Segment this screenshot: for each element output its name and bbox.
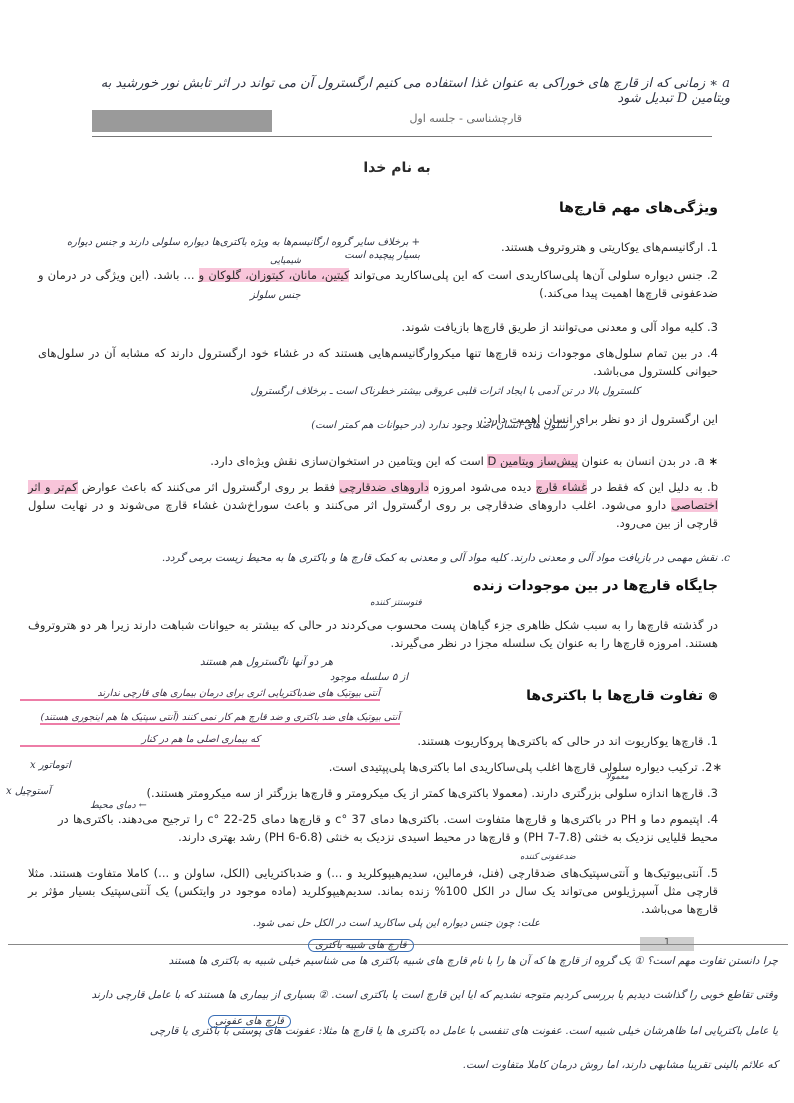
top-handwritten-note: a ∗ زمانی که از قارچ های خوراکی به عنوان غذا استفاده می کنیم ارگسترول آن می تواند در اثر تابش نور خورشید به ویتامین D تبدیل شود (100, 76, 730, 106)
fungal-membrane-highlight: غشاء قارچ (535, 480, 588, 494)
bottom-line-4: که علائم بالینی تقریبا مشابهی دارند، اما روش درمان کاملا متفاوت است. (462, 1059, 778, 1071)
header-rule (92, 136, 712, 137)
bottom-line-2: وقتی تقاطع خوبی را گذاشت دیدیم یا بررسی کردیم متوجه نشدیم که ایا این قارچ است یا باکتری است. ② بسیاری از بیماری ها هستند که با عامل قارچی دارند (91, 989, 778, 1001)
left-note-3: ← دمای محیط (90, 800, 147, 811)
item-text: اپتیموم دما و PH در باکتری‌ها و قارچ‌ها متفاوت است. باکتری‌ها دمای 37 °c و قارچ‌ها دمای 25-22 °c را ترجیح می‌دهند. باکتری‌ها در محیط قلیایی نزدیک به خنثی (7.8-7 PH) و قارچ‌ها در محیط اسیدی نزدیک به خنثی (6.8-6 PH) رشد بهتری دارند. (58, 812, 718, 844)
s3-pink-note-1: آنتی بیوتیک های ضدباکتریایی اثری برای درمان بیماری های قارچی ندارند (20, 688, 380, 701)
left-note-2: آستوچیل x (6, 786, 51, 797)
s2-note-above: فتوسنتز کننده (370, 598, 422, 608)
s2-handnote-a: هر دو آنها ناگسترول هم هستند (200, 656, 334, 668)
item-text: ارگانیسم‌های یوکاریتی و هتروتروف هستند. (500, 240, 704, 254)
s1-item-2-note-above: شیمیایی (270, 256, 301, 266)
item-text: در بین تمام سلول‌های موجودات زنده قارچ‌ها تنها میکروارگانیسم‌هایی هستند که در غشاء خود ارگسترول دارند که مشابه آن در سلول‌های حیوانی کلسترول می‌باشد. (38, 346, 718, 378)
section-3-title-text: تفاوت قارچ‌ها با باکتری‌ها (526, 688, 704, 704)
specific-effect-highlight: کم‌تر و اثر اختصاصی (28, 480, 718, 512)
section-2-title: جایگاه قارچ‌ها در بین موجودات زنده (472, 578, 718, 594)
s3-pink-note-2: آنتی بیوتیک های ضد باکتری و ضد قارچ هم کار نمی کنند (آنتی سپتیک ها هم اینجوری هستند) (40, 712, 400, 723)
bottom-line-1: چرا دانستن تفاوت مهم است؟ ① یک گروه از قارچ ها که آن ها را با نام قارچ های شبیه باکتری ها می شناسیم خیلی شبیه به باکتری ها هستند (168, 955, 778, 967)
item-text: کلیه مواد آلی و معدنی می‌توانند از طریق قارچ‌ها بازیافت شوند. (401, 320, 704, 334)
s3-item-3 (78, 784, 718, 802)
item-mark: ∗ (712, 760, 722, 774)
item-number: 1. (707, 734, 718, 748)
bottom-box-tag-text: 1 (663, 937, 671, 948)
item-text: قارچ‌ها یوکاریوت اند در حالی که باکتری‌ها پروکاریوت هستند. (417, 734, 704, 748)
s3-item-5-handnote: علت: چون جنس دیواره این پلی ساکارید است در الکل حل نمی شود. (252, 918, 540, 929)
star-circle-icon: ⊛ (707, 689, 718, 703)
s1-item-3 (78, 318, 718, 336)
s1-handnote-c: c. نقش مهمی در بازیافت مواد آلی و معدنی دارند. کلیه مواد آلی و معدنی به کمک قارچ ها و باکتری ها به محیط زیست برمی گردد. (161, 552, 730, 564)
item-text: آنتی‌بیوتیک‌ها و آنتی‌سپتیک‌های ضدقارچی (فنل، فرمالین، سدیم‌هیپوکلرید و ...) و ضدباکتریایی (الکل، ساولن و ...) کاملا متفاوت هستند. مثلا قارچی مثل آسپرژیلوس می‌تواند یک سال در الکل 100% زنده بماند. سدیم‌هیپوکلرید (ماده موجود در وایتکس) یک آنتی‌سپتیک بسیار مؤثر بر قارچ‌ها می‌باشد. (28, 866, 718, 916)
antifungal-drugs-highlight: داروهای ضدقارچی (339, 480, 429, 494)
item-number: 1. (707, 240, 718, 254)
ergosterol-intro-text: این ارگسترول از دو نظر برای انسان اهمیت دارد: (483, 412, 718, 426)
course-title: قارچشناسی - جلسه اول (409, 112, 522, 125)
item-number: 4. (707, 812, 719, 826)
s1-item-1-handnote: + برخلاف سایر گروه ارگانیسم‌ها به ویژه باکتری‌ها دیواره سلولی دارند و جنس دیواره بسیار پیچیده است (66, 237, 420, 261)
s3-item-3-note-above: معمولا (606, 772, 629, 782)
s1-sub-a: ∗ a. در بدن انسان به عنوان پیش‌ساز ویتامین D است که این ویتامین در استخوان‌سازی نقش ویژه‌ای دارد. (210, 454, 718, 468)
section-1-title: ویژگی‌های مهم قارچ‌ها (559, 200, 718, 216)
sub-text-b: است که این ویتامین در استخوان‌سازی نقش ویژه‌ای دارد. (210, 454, 488, 468)
s1-handnote-2: در سلول های انسان اصلا وجود ندارد (در حیوانات هم کمتر است) (311, 420, 580, 431)
page-header (92, 106, 712, 136)
wall-materials-highlight: کیتین، مانان، کیتوزان، گلوکان و (198, 268, 350, 282)
circled-infectious-fungi: قارچ های عفونی (208, 1015, 291, 1028)
item-text-a: جنس دیواره سلولی آن‌ها پلی‌ساکاریدی است که این پلی‌ساکارید می‌تواند (349, 268, 703, 282)
item-number: 4. (707, 346, 718, 360)
sub-mark: a. (693, 454, 705, 468)
sub-text-a: به دلیل این که فقط در (587, 480, 703, 494)
s2-handnote-b: از ۵ سلسله موجود (330, 672, 409, 683)
item-number: 3. (707, 786, 718, 800)
s1-item-2 (38, 266, 718, 302)
s2-paragraph: در گذشته قارچ‌ها را به سبب شکل ظاهری جزء گیاهان پست محسوب می‌کردند در حالی که بیشتر به حیوانات شباهت دارند زیرا هر دو هتروتروف هستند. امروزه قارچ‌ها را به عنوان یک سلسله مجزا در نظر می‌گیرند. (28, 618, 718, 650)
item-number: 5. (707, 866, 719, 880)
s1-handnote-1: کلسترول بالا در تن آدمی با ایجاد اثرات قلبی عروقی بیشتر خطرناک است ـ برخلاف ارگسترول (250, 386, 640, 397)
header-gray-band (92, 110, 272, 132)
s3-pink-note-3: که بیماری اصلی ما هم در کنار (20, 734, 260, 747)
s3-item-5-note-above: ضدعفونی کننده (520, 852, 576, 862)
vitamin-d-highlight: پیش‌ساز ویتامین D (487, 454, 578, 468)
s1-item-2-note-below: جنس سلولز (250, 290, 301, 301)
item-text: قارچ‌ها اندازه سلولی بزرگتری دارند. (معمولا باکتری‌ها کمتر از یک میکرومتر و قارچ‌ها بزرگتر از سه میکرومتر هستند.) (146, 786, 704, 800)
left-note-1: اتوماتور x (30, 760, 71, 771)
s1-item-4 (38, 344, 718, 380)
s3-item-5 (28, 864, 718, 918)
bottom-line-3: یا عامل باکتریایی اما ظاهرشان خیلی شبیه است. عفونت های تنفسی با عامل ده باکتری ها یا قارچ ها مثلا: عفونت های پوستی با باکتری یا قارچی (149, 1025, 778, 1037)
sub-text-a: در بدن انسان به عنوان (577, 454, 691, 468)
basmala-heading: به نام خدا (363, 160, 431, 176)
s3-item-4 (58, 810, 718, 846)
sub-text-d: دارو می‌شود. اغلب داروهای ضدقارچی بر روی ارگسترول اثر می‌کنند و باعث سوراخ‌شدن غشاء قارچ می‌شوند و در نهایت سلول قارچی از بین می‌رود. (28, 498, 718, 530)
item-number: 2. (701, 760, 713, 774)
item-number: 2. (707, 268, 718, 282)
sub-text-c: فقط بر روی ارگسترول اثر می‌کنند که باعث عوارض (77, 480, 340, 494)
section-3-title (526, 688, 718, 704)
circled-fungi-like-bacteria: قارچ های شبیه باکتری (308, 939, 414, 952)
sub-mark: b. (707, 480, 719, 494)
bottom-handwritten-box (8, 940, 788, 1095)
item-text-b: ... باشد. (این ویژگی در درمان و ضدعفونی قارچ‌ها اهمیت پیدا می‌کند.) (38, 268, 718, 300)
item-text: ترکیب دیواره سلولی قارچ‌ها اغلب پلی‌ساکاریدی اما باکتری‌ها پلی‌پپتیدی است. (328, 760, 698, 774)
sub-text-b: دیده می‌شود امروزه (428, 480, 536, 494)
s1-sub-b (28, 478, 718, 532)
s3-item-1 (258, 732, 718, 750)
item-number: 3. (707, 320, 718, 334)
